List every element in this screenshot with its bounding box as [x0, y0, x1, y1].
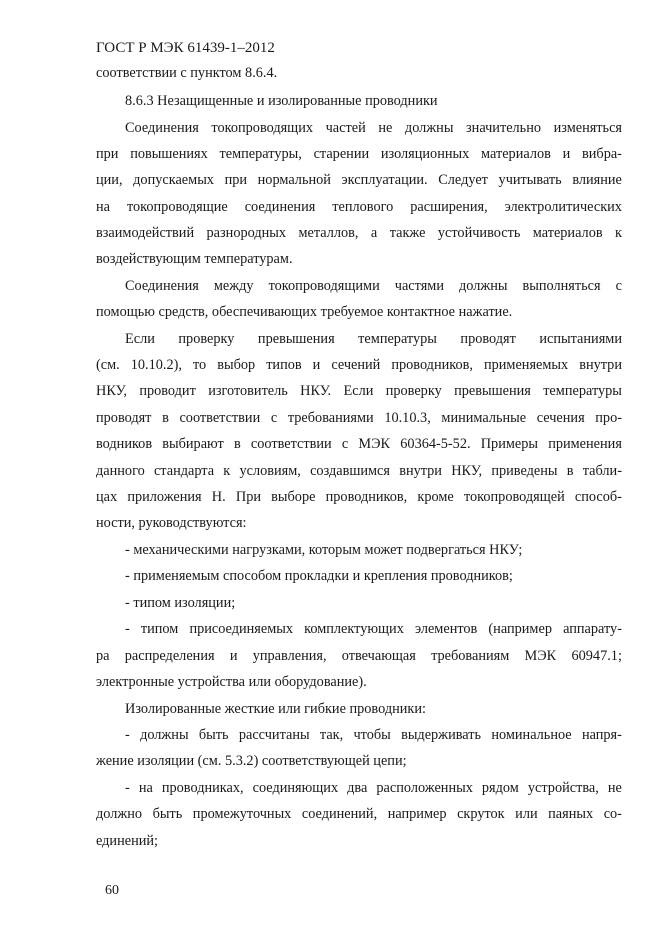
text-line: на токопроводящие соединения теплового расширения, электролитических	[96, 199, 622, 215]
text-line: данного стандарта к условиям, создавшимся внутри НКУ, приведены в табли-	[96, 463, 622, 479]
text-line: - типом изоляции;	[125, 595, 236, 611]
page-number: 60	[105, 883, 119, 898]
text-line: электронные устройства или оборудование).	[96, 674, 367, 690]
text-line: Соединения между токопроводящими частями должны выполняться с	[125, 278, 622, 294]
text-line: соответствии с пунктом 8.6.4.	[96, 65, 278, 81]
text-line: Соединения токопроводящих частей не должны значительно изменяться	[125, 120, 622, 136]
text-line: Если проверку превышения температуры проводят испытаниями	[125, 331, 622, 347]
text-line: единений;	[96, 833, 159, 849]
text-line: при повышениях температуры, старении изоляционных материалов и вибра-	[96, 146, 622, 162]
text-line: воздействующим температурам.	[96, 251, 293, 267]
text-line: 8.6.3 Незащищенные и изолированные проводники	[125, 93, 438, 109]
text-line: Изолированные жесткие или гибкие проводники:	[125, 701, 426, 717]
text-line: - должны быть рассчитаны так, чтобы выдерживать номинальное напря-	[125, 727, 622, 743]
text-line: проводят в соответствии с требованиями 10.10.3, минимальные сечения про-	[96, 410, 622, 426]
text-line: должно быть промежуточных соединений, например скруток или паяных со-	[96, 806, 622, 822]
text-line: цах приложения Н. При выборе проводников, кроме токопроводящей способ-	[96, 489, 622, 505]
text-line: водников выбирают в соответствии с МЭК 60364-5-52. Примеры применения	[96, 436, 622, 452]
text-line: помощью средств, обеспечивающих требуемое контактное нажатие.	[96, 304, 513, 320]
text-line: - применяемым способом прокладки и крепления проводников;	[125, 568, 513, 584]
text-line: ра распределения и управления, отвечающая требованиям МЭК 60947.1;	[96, 648, 622, 664]
document-header: ГОСТ Р МЭК 61439-1–2012	[96, 40, 275, 56]
text-line: - на проводниках, соединяющих два расположенных рядом устройства, не	[125, 780, 622, 796]
text-line: - механическими нагрузками, которым может подвергаться НКУ;	[125, 542, 523, 558]
text-line: ции, допускаемых при нормальной эксплуатации. Следует учитывать влияние	[96, 172, 622, 188]
text-line: (см. 10.10.2), то выбор типов и сечений проводников, применяемых внутри	[96, 357, 622, 373]
text-line: жение изоляции (см. 5.3.2) соответствующей цепи;	[96, 753, 407, 769]
text-line: - типом присоединяемых комплектующих элементов (например аппарату-	[125, 621, 622, 637]
text-line: НКУ, проводит изготовитель НКУ. Если проверку превышения температуры	[96, 383, 622, 399]
text-line: взаимодействий разнородных металлов, а также устойчивость материалов к	[96, 225, 622, 241]
text-line: ности, руководствуются:	[96, 515, 247, 531]
